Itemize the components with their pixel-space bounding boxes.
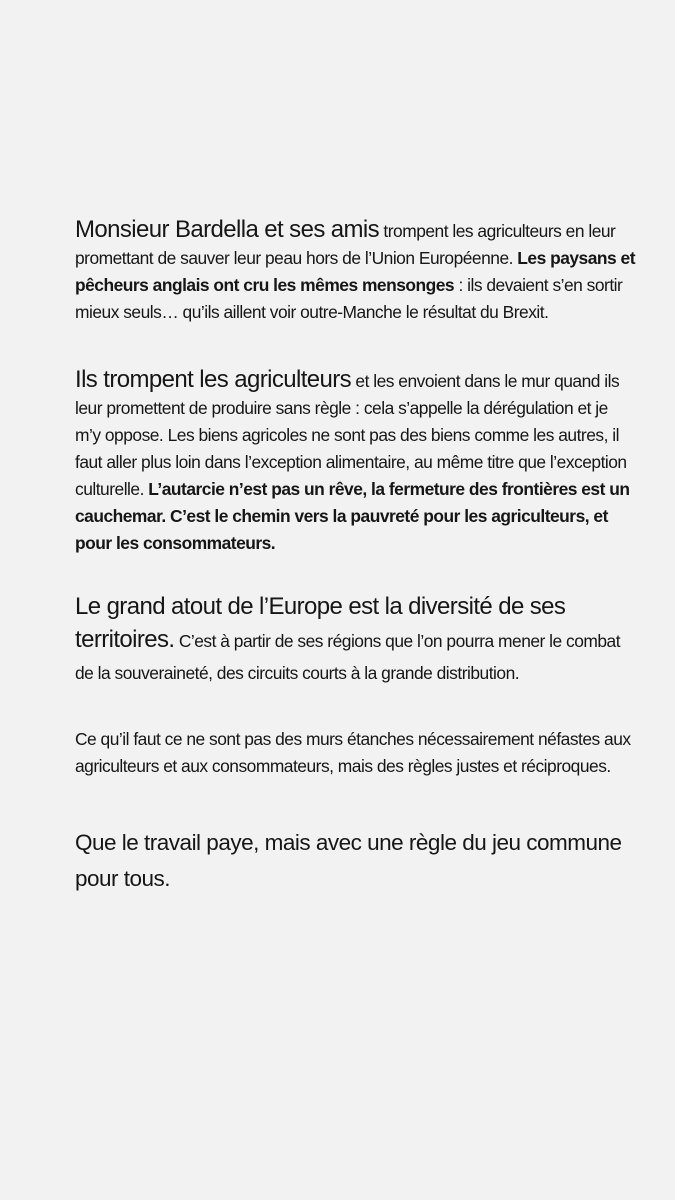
closing-statement: Que le travail paye, mais avec une règle du jeu commune pour tous.: [75, 830, 622, 891]
paragraph-lead: Le grand atout de l’Europe est la diversité de ses territoires.: [75, 593, 566, 653]
paragraph-text: Ce qu’il faut ce ne sont pas des murs étanches nécessairement néfastes aux agriculteurs et aux consommateurs, mais des règles justes et réciproques.: [75, 729, 631, 776]
paragraph-lead: Monsieur Bardella et ses amis: [75, 216, 380, 243]
document-body: [75, 216, 635, 897]
paragraph-bold-text: L’autarcie n’est pas un rêve, la fermeture des frontières est un cauchemar. C’est le chemin vers la pauvreté pour les agriculteurs, et pour les consommateurs.: [75, 479, 630, 553]
paragraph-lead: Ils trompent les agriculteurs: [75, 366, 352, 393]
paragraph-territories: [75, 591, 635, 689]
paragraph-bold-text: Les paysans et pêcheurs anglais ont cru les mêmes mensonges: [75, 248, 635, 295]
paragraph-bardella: [75, 216, 635, 326]
paragraph-text: C’est à partir de ses régions que l’on pourra mener le combat de la souveraineté, des circuits courts à la grande distribution.: [75, 631, 621, 683]
paragraph-text: et les envoient dans le mur quand ils leur promettent de produire sans règle : cela s’appelle la dérégulation et je m’y oppose. Les biens agricoles ne sont pas des biens comme les autres, il faut aller plus loin dans l’exception alimentaire, au même titre que l’exception culturelle.: [75, 371, 627, 499]
paragraph-rules: [75, 726, 635, 780]
paragraph-text: trompent les agriculteurs en leur promettant de sauver leur peau hors de l’Union Européenne.: [75, 221, 616, 268]
paragraph-text: : ils devaient s’en sortir mieux seuls… qu’ils aillent voir outre-Manche le résultat du Brexit.: [75, 275, 623, 322]
paragraph-deregulation: [75, 366, 635, 557]
